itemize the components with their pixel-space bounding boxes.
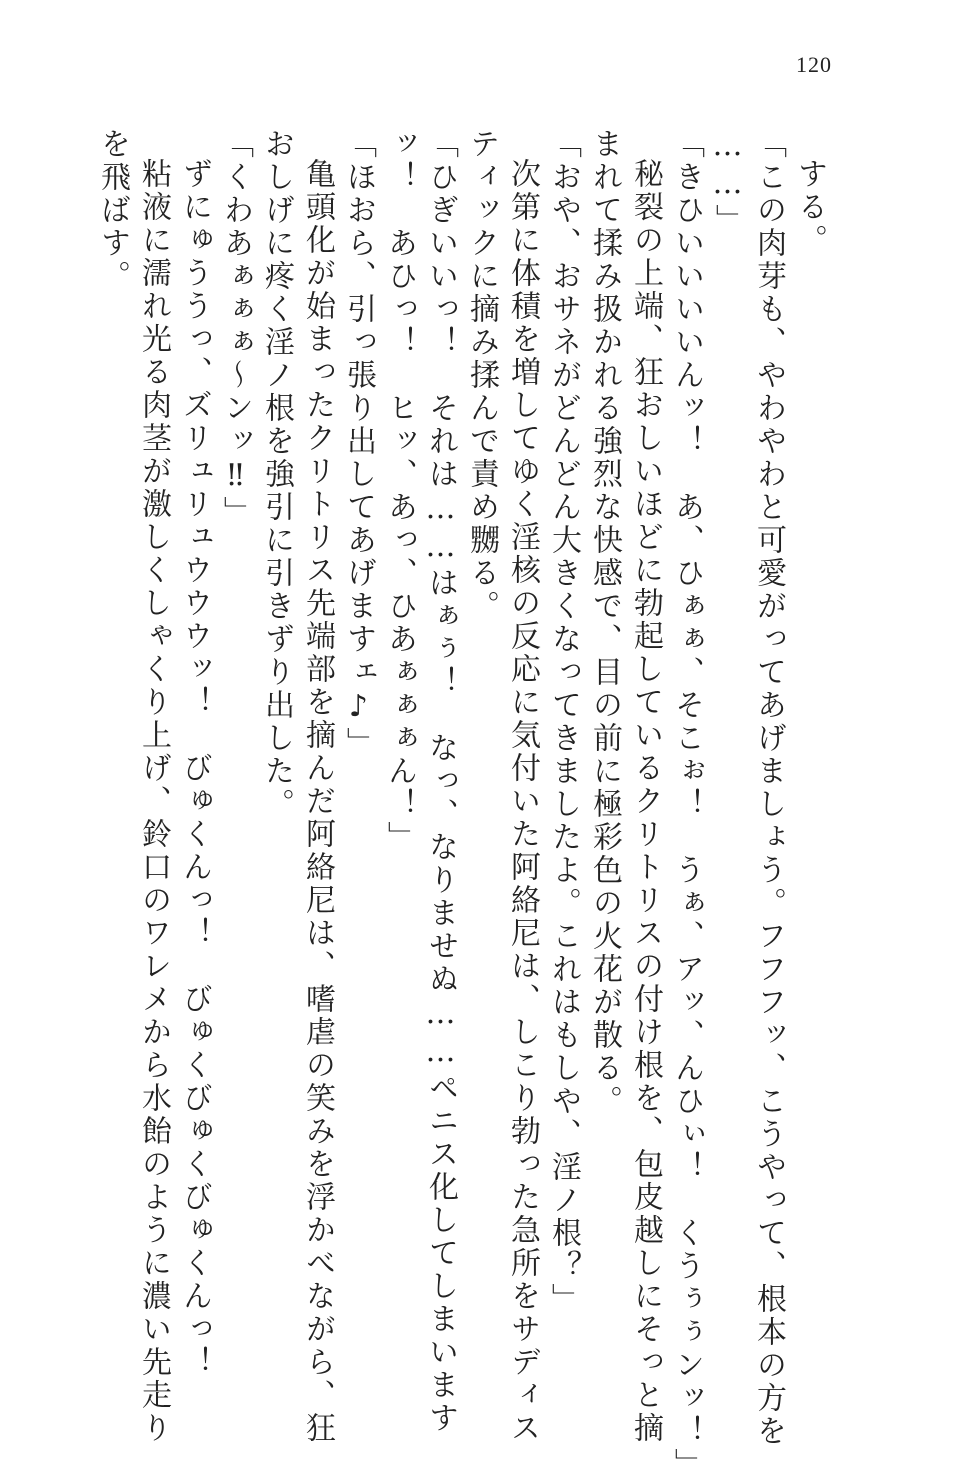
text-column: 「ひぎいいっ！ それは……はぁぅ！ なっ、なりませぬ……ペニス化してしまいます xyxy=(423,128,458,1435)
text-column: を飛ばす。 xyxy=(95,128,130,293)
page-number: 120 xyxy=(796,52,832,77)
text-column: ティックに摘み揉んで責め嬲る。 xyxy=(464,128,499,623)
text-column: 「くわあぁぁぁ〜ンッ‼」 xyxy=(218,128,253,529)
text-column: する。 xyxy=(792,158,827,257)
text-column: ……」 xyxy=(710,128,745,237)
text-column: 「おや、おサネがどんどん大きくなってきましたよ。これはもしや、淫ノ根？」 xyxy=(546,128,581,1316)
text-column: 粘液に濡れ光る肉茎が激しくしゃくり上げ、鈴口のワレメから水飴のように濃い先走り xyxy=(136,158,171,1445)
text-column: 「この肉芽も、やわやわと可愛がってあげましょう。フフフッ、こうやって、根本の方を xyxy=(751,128,786,1448)
text-column: 「ほおら、引っ張り出してあげますェ♪」 xyxy=(341,128,376,760)
text-column: ッ！ あひっ！ ヒッ、あっ、ひあぁぁぁん！」 xyxy=(382,128,417,854)
text-column: 亀頭化が始まったクリトリス先端部を摘んだ阿絡尼は、嗜虐の笑みを浮かべながら、狂 xyxy=(300,158,335,1445)
text-column: おしげに疼く淫ノ根を強引に引きずり出した。 xyxy=(259,128,294,821)
text-column: 「きひいいいいんッ！ あ、ひぁぁ、そこぉ！ うぁ、アッ、んひぃ！ くうぅぅンッ！」 xyxy=(669,128,704,1481)
text-column: 次第に体積を増してゆく淫核の反応に気付いた阿絡尼は、しこり勃った急所をサディス xyxy=(505,158,540,1445)
text-column: ずにゅううっ、ズリュリュウウウッ！ びゅくんっ！ びゅくびゅくびゅくんっ！ xyxy=(177,158,212,1379)
text-column: まれて揉み扱かれる強烈な快感で、目の前に極彩色の火花が散る。 xyxy=(587,128,622,1118)
text-column: 秘裂の上端、狂おしいほどに勃起しているクリトリスの付け根を、包皮越しにそっと摘 xyxy=(628,158,663,1445)
vertical-text-body xyxy=(95,128,830,1481)
